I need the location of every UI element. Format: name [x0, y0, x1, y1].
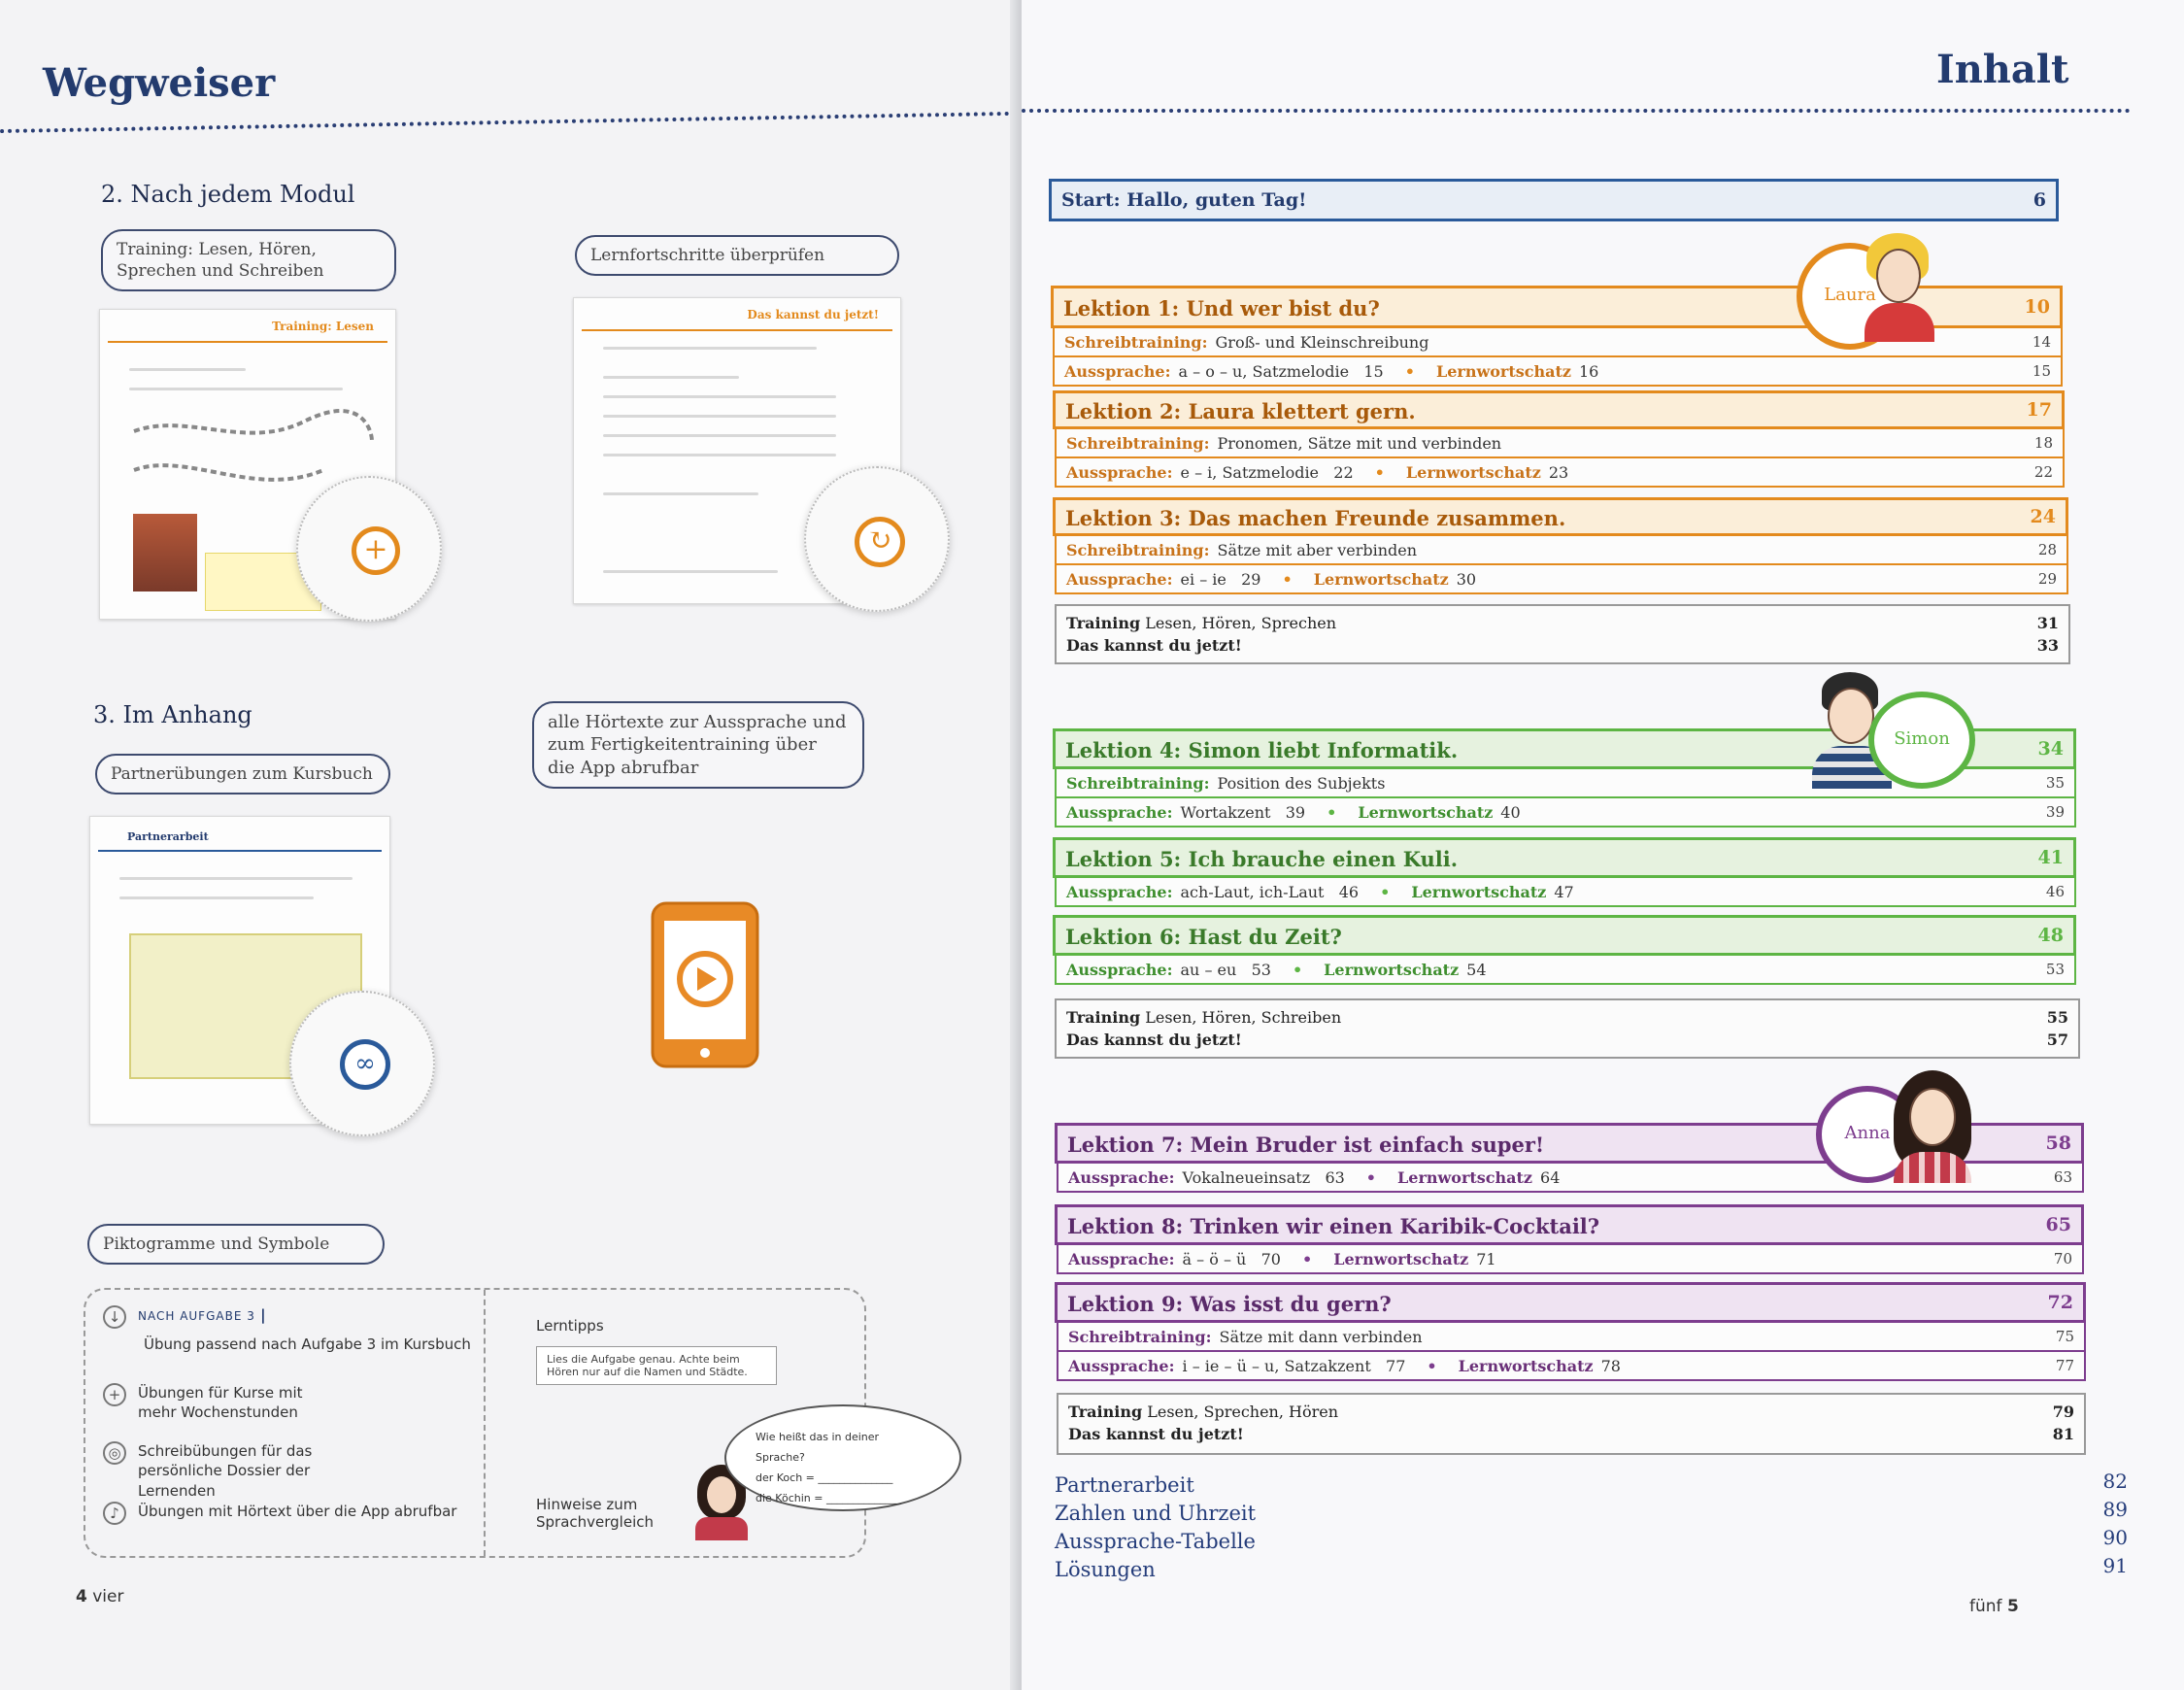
magnifier-refresh	[804, 466, 950, 612]
training-page1: 31	[2036, 614, 2059, 632]
training-page1: 79	[2052, 1403, 2074, 1421]
training-page1: 55	[2046, 1008, 2068, 1027]
training-page2: 81	[2052, 1425, 2074, 1444]
row-num2: 47	[1554, 883, 1574, 901]
lektion-4-title: Lektion 4: Simon liebt Informatik.	[1065, 738, 1459, 762]
row-page: 39	[2045, 803, 2065, 821]
training-block-2[interactable]	[1055, 998, 2080, 1059]
lektion-2-page: 17	[2026, 399, 2052, 421]
lerntipps-box: Lies die Aufgabe genau. Achte beim Hören nur auf die Namen und Städte.	[536, 1346, 777, 1385]
lektion-1-page: 10	[2024, 296, 2050, 318]
training-text: Lesen, Hören, Schreiben	[1145, 1008, 1342, 1027]
bubble-question: Wie heißt das in deiner Sprache?	[756, 1431, 880, 1464]
row-page: 28	[2037, 541, 2057, 558]
row-key2: Lernwortschatz	[1405, 463, 1541, 482]
lektion-7-aussprache: Aussprache: Vokalneueinsatz 63 • Lernwortschatz 64 63	[1057, 1164, 2084, 1193]
lektion-1-title: Lektion 1: Und wer bist du?	[1063, 296, 1380, 321]
legend-row1-text: Übung passend nach Aufgabe 3 im Kursbuch	[144, 1335, 471, 1353]
row-num2: 30	[1456, 570, 1477, 589]
row-key: Schreibtraining:	[1066, 541, 1210, 559]
arrow-down-icon: ↓	[103, 1305, 126, 1329]
row-num: 63	[1325, 1168, 1345, 1187]
toc-lektion-8[interactable]	[1055, 1204, 2084, 1245]
row-page: 70	[2053, 1250, 2072, 1268]
lektion-5-title: Lektion 5: Ich brauche einen Kuli.	[1065, 847, 1459, 871]
row-key2: Lernwortschatz	[1324, 961, 1460, 979]
training-key: Training	[1066, 614, 1141, 632]
appendix-partnerarbeit-page: 82	[2102, 1470, 2128, 1493]
legend-divider	[484, 1290, 486, 1556]
lektion-3-title: Lektion 3: Das machen Freunde zusammen.	[1065, 506, 1566, 530]
row-text: Sätze mit dann verbinden	[1219, 1328, 1423, 1346]
row-page: 46	[2045, 883, 2065, 900]
row-key: Aussprache:	[1066, 463, 1173, 482]
row-num2: 78	[1600, 1357, 1621, 1375]
speech-bubble: Wie heißt das in deiner Sprache? der Koch = ______________ die Köchin = ______________	[724, 1404, 961, 1511]
training-block-3[interactable]	[1057, 1393, 2086, 1455]
row-key2: Lernwortschatz	[1397, 1168, 1533, 1187]
row-key: Aussprache:	[1066, 883, 1173, 901]
partnerarbeit-title: Partnerarbeit	[127, 830, 209, 843]
lektion-5-page: 41	[2037, 847, 2064, 868]
legend-row-audio	[103, 1502, 456, 1525]
lektion-9-page: 72	[2047, 1292, 2073, 1313]
legend-row4-text: Übungen mit Hörtext über die App abrufbar	[138, 1503, 457, 1520]
pikto-pill: Piktogramme und Symbole	[87, 1224, 385, 1265]
training-block-1[interactable]	[1055, 604, 2070, 664]
row-num: 70	[1260, 1250, 1281, 1268]
dossier-icon: ◎	[103, 1441, 126, 1465]
row-page: 15	[2032, 362, 2051, 380]
row-page: 75	[2055, 1328, 2074, 1345]
left-page	[0, 0, 1018, 1690]
row-key: Aussprache:	[1066, 961, 1173, 979]
pictogram-legend	[84, 1288, 901, 1558]
row-key2: Lernwortschatz	[1458, 1357, 1594, 1375]
girl-photo	[133, 514, 197, 592]
lektion-3-schreibtraining	[1055, 536, 2068, 565]
left-header-divider	[0, 112, 1010, 133]
lektion-9-schreibtraining	[1057, 1323, 2086, 1352]
toc-lektion-6[interactable]	[1053, 915, 2076, 956]
lektion-5-aussprache: Aussprache: ach-Laut, ich-Laut 46 • Lernwortschatz 47 46	[1055, 878, 2076, 907]
training-text: Lesen, Hören, Sprechen	[1145, 614, 1337, 632]
row-key2: Lernwortschatz	[1435, 362, 1571, 381]
toc-lektion-9[interactable]	[1055, 1282, 2086, 1323]
partner-icon: ∞	[340, 1039, 390, 1090]
audio-icon: ♪	[103, 1502, 126, 1525]
appendix-aussprache[interactable]: Aussprache-Tabelle	[1055, 1530, 1256, 1553]
hoertexte-pill: alle Hörtexte zur Aussprache und zum Fertigkeitentraining über die App abrufbar	[532, 701, 864, 789]
thumbnail-rule	[108, 341, 387, 343]
training-pill: Training: Lesen, Hören, Sprechen und Schreiben	[101, 229, 396, 291]
refresh-icon: ↻	[855, 517, 905, 567]
row-key: Schreibtraining:	[1064, 333, 1208, 352]
appendix-zahlen[interactable]: Zahlen und Uhrzeit	[1055, 1502, 1257, 1525]
lernfortschritte-pill: Lernfortschritte überprüfen	[575, 235, 899, 276]
row-page: 35	[2045, 774, 2065, 792]
row-text: a – o – u, Satzmelodie	[1178, 362, 1350, 381]
appendix-aussprache-page: 90	[2102, 1526, 2128, 1549]
lektion-6-aussprache: Aussprache: au – eu 53 • Lernwortschatz 54 53	[1055, 956, 2076, 985]
toc-lektion-3[interactable]	[1053, 497, 2068, 536]
anna-illustration	[1888, 1068, 1977, 1183]
row-key: Aussprache:	[1064, 362, 1171, 381]
lektion-4-page: 34	[2037, 738, 2064, 760]
phone-play-icon	[649, 899, 763, 1072]
row-page: 53	[2045, 961, 2065, 978]
row-page: 18	[2033, 434, 2053, 452]
avatar-name: Laura	[1824, 285, 1876, 305]
row-key2: Lernwortschatz	[1358, 803, 1494, 822]
legend-row3-text: Schreibübungen für das persönliche Dossier der Lernenden	[138, 1442, 313, 1500]
section-2-title: 2. Nach jedem Modul	[101, 181, 355, 208]
hinweise-label: Hinweise zum Sprachvergleich	[536, 1496, 655, 1531]
row-page: 14	[2032, 333, 2051, 351]
training-text2: Das kannst du jetzt!	[1068, 1425, 1244, 1444]
row-key: Aussprache:	[1068, 1168, 1175, 1187]
row-text: Wortakzent	[1180, 803, 1271, 822]
appendix-loesungen-page: 91	[2102, 1554, 2128, 1577]
lektion-6-page: 48	[2037, 925, 2064, 946]
row-key: Schreibtraining:	[1068, 1328, 1212, 1346]
lektion-4-aussprache: Aussprache: Wortakzent 39 • Lernwortschatz 40 39	[1055, 798, 2076, 828]
lektion-7-title: Lektion 7: Mein Bruder ist einfach super!	[1067, 1132, 1545, 1157]
magnifier-partner	[289, 991, 435, 1136]
lektion-8-title: Lektion 8: Trinken wir einen Karibik-Cocktail?	[1067, 1214, 1600, 1238]
avatar-name: Anna	[1844, 1123, 1891, 1143]
training-key: Training	[1068, 1403, 1143, 1421]
row-key: Aussprache:	[1066, 570, 1173, 589]
lerntipps-label: Lerntipps	[536, 1317, 604, 1335]
training-text: Lesen, Sprechen, Hören	[1147, 1403, 1339, 1421]
row-num: 15	[1363, 362, 1384, 381]
row-key2: Lernwortschatz	[1333, 1250, 1469, 1268]
appendix-zahlen-page: 89	[2102, 1498, 2128, 1521]
lektion-9-aussprache: Aussprache: i – ie – ü – u, Satzakzent 77 • Lernwortschatz 78 77	[1057, 1352, 2086, 1381]
toc-start[interactable]	[1049, 179, 2059, 221]
toc-start-title: Start: Hallo, guten Tag!	[1061, 189, 1307, 211]
lektion-6-title: Lektion 6: Hast du Zeit?	[1065, 925, 1342, 949]
magnifier-plus	[296, 476, 442, 622]
training-key: Training	[1066, 1008, 1141, 1027]
row-num: 39	[1285, 803, 1306, 822]
thumbnail-title: Training: Lesen	[272, 320, 374, 333]
lektion-7-page: 58	[2045, 1132, 2071, 1154]
laura-illustration	[1861, 229, 1938, 346]
legend-row-dossier	[103, 1441, 390, 1501]
row-num2: 54	[1466, 961, 1487, 979]
row-key: Schreibtraining:	[1066, 434, 1210, 453]
row-page: 29	[2037, 570, 2057, 588]
row-page: 77	[2055, 1357, 2074, 1374]
row-num: 29	[1241, 570, 1261, 589]
training-text2: Das kannst du jetzt!	[1066, 636, 1242, 656]
lektion-2-schreibtraining	[1055, 429, 2065, 458]
partner-pill: Partnerübungen zum Kursbuch	[95, 754, 390, 794]
row-num2: 40	[1500, 803, 1521, 822]
row-num: 53	[1251, 961, 1271, 979]
row-text: e – i, Satzmelodie	[1180, 463, 1320, 482]
row-num: 46	[1338, 883, 1360, 901]
row-num: 77	[1386, 1357, 1406, 1375]
row-text: ach-Laut, ich-Laut	[1180, 883, 1325, 901]
row-text: ä – ö – ü	[1182, 1250, 1247, 1268]
bubble-line1: der Koch	[756, 1470, 803, 1484]
row-page: 63	[2053, 1168, 2072, 1186]
plus-circle-icon: +	[103, 1383, 126, 1406]
thumbnail-rule	[582, 329, 892, 331]
lektion-3-aussprache: Aussprache: ei – ie 29 • Lernwortschatz 30 29	[1055, 565, 2068, 594]
row-num2: 16	[1578, 362, 1599, 381]
left-header-title: Wegweiser	[43, 60, 276, 106]
bubble-line2: die Köchin	[756, 1491, 811, 1504]
row-num2: 71	[1476, 1250, 1496, 1268]
row-text: Groß- und Kleinschreibung	[1215, 333, 1429, 352]
toc-start-page: 6	[2033, 189, 2046, 211]
left-page-number: 4 vier	[76, 1587, 124, 1606]
row-text: ei – ie	[1180, 570, 1226, 589]
lektion-3-page: 24	[2030, 506, 2056, 527]
row-text: au – eu	[1180, 961, 1237, 979]
avatar-simon	[1868, 692, 1975, 789]
avatar-name: Simon	[1894, 728, 1950, 749]
row-text: Position des Subjekts	[1217, 774, 1386, 793]
right-header-divider	[1022, 109, 2131, 113]
toc-lektion-2[interactable]	[1053, 390, 2065, 429]
row-num2: 23	[1548, 463, 1569, 482]
row-num: 22	[1333, 463, 1354, 482]
training-page2: 57	[2046, 1031, 2068, 1050]
row-text: i – ie – ü – u, Satzakzent	[1182, 1357, 1371, 1375]
lektion-1-aussprache: Aussprache: a – o – u, Satzmelodie 15 • Lernwortschatz 16 15	[1053, 357, 2063, 387]
section-3-title: 3. Im Anhang	[93, 701, 252, 728]
row-key: Aussprache:	[1068, 1357, 1175, 1375]
lektion-2-aussprache: Aussprache: e – i, Satzmelodie 22 • Lernwortschatz 23 22	[1055, 458, 2065, 488]
plus-icon: +	[352, 526, 400, 575]
row-text: Sätze mit aber verbinden	[1217, 541, 1418, 559]
row-key2: Lernwortschatz	[1411, 883, 1547, 901]
row-key: Aussprache:	[1066, 803, 1173, 822]
row-text: Pronomen, Sätze mit und verbinden	[1217, 434, 1502, 453]
training-text2: Das kannst du jetzt!	[1066, 1031, 1242, 1050]
thumbnail-title: Das kannst du jetzt!	[747, 308, 879, 321]
lektion-9-title: Lektion 9: Was isst du gern?	[1067, 1292, 1392, 1316]
row-key: Schreibtraining:	[1066, 774, 1210, 793]
right-header-title: Inhalt	[1936, 47, 2069, 92]
appendix-loesungen[interactable]: Lösungen	[1055, 1558, 1156, 1581]
row-text: Vokalneueinsatz	[1182, 1168, 1311, 1187]
lektion-2-title: Lektion 2: Laura klettert gern.	[1065, 399, 1416, 423]
right-page-number: fünf 5	[1969, 1597, 2019, 1616]
nach-aufgabe-label: NACH AUFGABE 3	[138, 1309, 255, 1323]
training-page2: 33	[2036, 636, 2059, 656]
row-key: Aussprache:	[1068, 1250, 1175, 1268]
row-key2: Lernwortschatz	[1313, 570, 1449, 589]
lektion-8-page: 65	[2045, 1214, 2071, 1235]
legend-row-nach-aufgabe: ↓ NACH AUFGABE 3 | Übung passend nach Aufgabe 3 im Kursbuch	[103, 1305, 471, 1354]
appendix-partnerarbeit[interactable]: Partnerarbeit	[1055, 1473, 1194, 1497]
row-page: 22	[2033, 463, 2053, 481]
lektion-8-aussprache: Aussprache: ä – ö – ü 70 • Lernwortschatz 71 70	[1057, 1245, 2084, 1274]
toc-lektion-5[interactable]	[1053, 837, 2076, 878]
legend-row2-text: Übungen für Kurse mit mehr Wochenstunden	[138, 1384, 303, 1422]
legend-row-plus	[103, 1383, 332, 1423]
row-num2: 64	[1540, 1168, 1561, 1187]
